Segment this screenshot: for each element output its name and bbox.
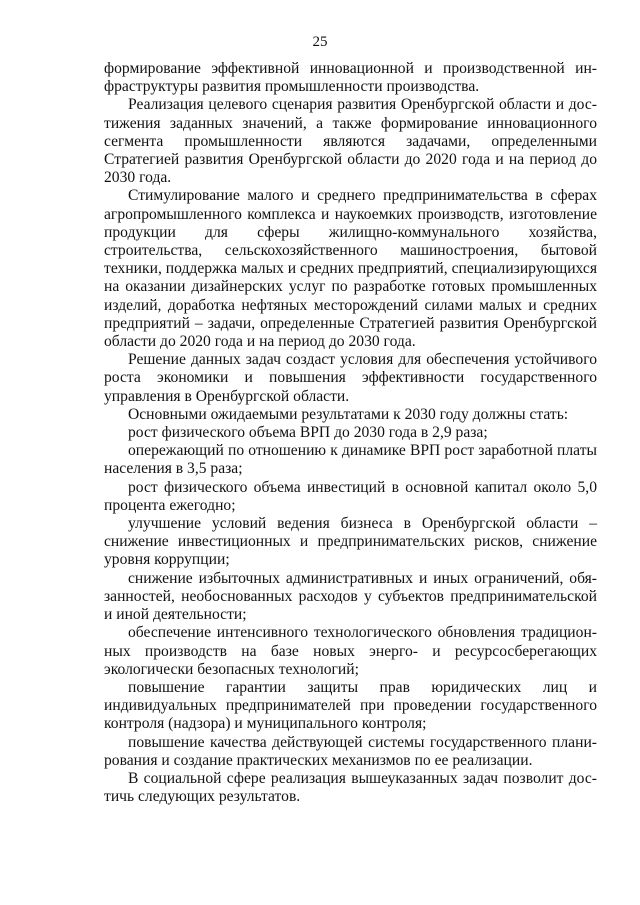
list-item-restrictions: снижение избыточных административных и иных ограничений, обязанностей, необоснованных расходов у субъектов предпринимательской и иной деятельности; — [104, 569, 597, 624]
paragraph-4: Решение данных задач создаст условия для обеспечения устойчивого роста экономики и повышения эффективности государственного управления в Оренбургской области. — [104, 351, 597, 405]
paragraph-2: Реализация целевого сценария развития Оренбургской области и достижения заданных значений, а также формирование инновационного сегмента промышленности являются задачами, определенными Стратегией развития Оренбургской области до 2020 года и на период до 2030 года. — [104, 96, 597, 187]
list-item-planning: повышение качества действующей системы государственного планирования и создание практических механизмов по ее реализации. — [104, 733, 597, 769]
document-body — [104, 60, 597, 806]
paragraph-social: В социальной сфере реализация вышеуказанных задач позволит достичь следующих результатов. — [104, 769, 597, 806]
list-item-grp: рост физического объема ВРП до 2030 года в 2,9 раза; — [128, 424, 488, 442]
list-item-wages: опережающий по отношению к динамике ВРП рост заработной платы населения в 3,5 раза; — [104, 442, 597, 478]
list-item-investments: рост физического объема инвестиций в основной капитал около 5,0 процента ежегодно; — [104, 478, 597, 514]
list-item-business-conditions: улучшение условий ведения бизнеса в Оренбургской области – снижение инвестиционных и предпринимательских рисков, снижение уровня коррупции; — [104, 515, 597, 569]
paragraph-1: формирование эффективной инновационной и производственной инфраструктуры развития промышленности производства. — [104, 60, 597, 96]
paragraph-5: Основными ожидаемыми результатами к 2030 году должны стать: — [128, 405, 569, 423]
list-item-legal-protection: повышение гарантии защиты прав юридических лиц и индивидуальных предпринимателей при проведении государственного контроля (надзора) и муниципального контроля; — [104, 678, 597, 733]
list-item-technology: обеспечение интенсивного технологического обновления традиционных производств на базе новых энерго- и ресурсосберегающих экологически безопасных технологий; — [104, 624, 597, 678]
page-number: 25 — [312, 34, 328, 50]
paragraph-3: Стимулирование малого и среднего предпринимательства в сферах агропромышленного комплекса и наукоемких производств, изготовление продукции для сферы жилищно-коммунального хозяйства, строительства, сельскохозяйственного машиностроения, бытовой техники, поддержка малых и средних предприятий, специализирующихся на оказании дизайнерских услуг по разработке готовых промышленных изделий, доработка нефтяных месторождений силами малых и средних предприятий – задачи, определенные Стратегией развития Оренбургской области до 2020 года и на период до 2030 года. — [104, 187, 597, 351]
